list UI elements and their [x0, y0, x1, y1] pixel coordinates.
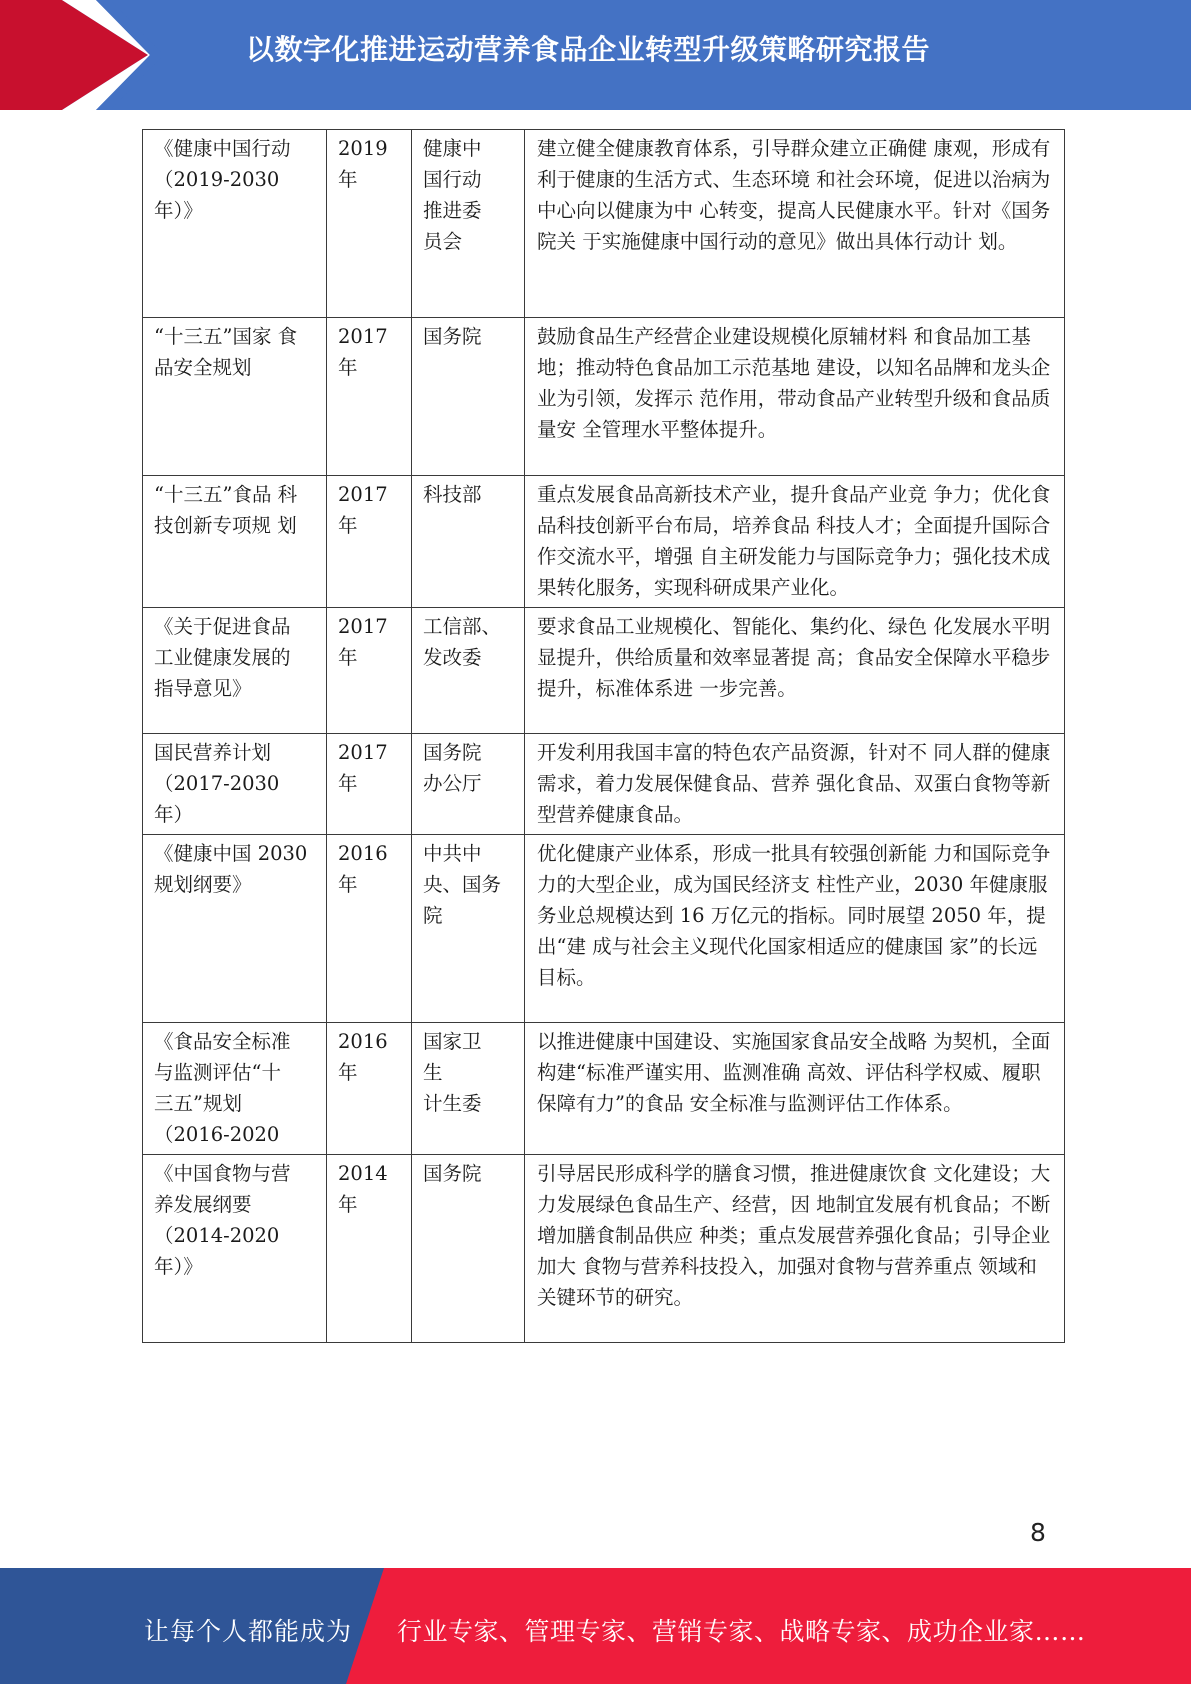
policy-year-cell: 2016 年 [327, 1023, 412, 1155]
policy-year-cell: 2017 年 [327, 734, 412, 835]
policy-issuer-cell: 中共中 央、国务 院 [412, 835, 525, 1023]
policy-description-cell: 鼓励食品生产经营企业建设规模化原辅材料 和食品加工基地；推动特色食品加工示范基地 建设，以知名品牌和龙头企业为引领，发挥示 范作用，带动食品产业转型升级和食品质量安 全管理水平整体提升。 [525, 318, 1065, 476]
policy-name-cell: 国民营养计划 （2017-2030 年） [143, 734, 327, 835]
policy-table [142, 129, 1065, 1343]
footer-slogan-left: 让每个人都能成为 [144, 1617, 353, 1646]
table-row [143, 1023, 1065, 1155]
policy-name-cell: 《关于促进食品 工业健康发展的 指导意见》 [143, 608, 327, 734]
policy-issuer-cell: 国务院 [412, 318, 525, 476]
table-row [143, 1155, 1065, 1343]
policy-name-cell: 《食品安全标准 与监测评估“十 三五”规划 （2016-2020 [143, 1023, 327, 1155]
header-band [0, 0, 1191, 110]
table-row [143, 608, 1065, 734]
policy-year-cell: 2017 年 [327, 318, 412, 476]
policy-issuer-cell: 工信部、 发改委 [412, 608, 525, 734]
table-row [143, 476, 1065, 608]
policy-issuer-cell: 国务院 [412, 1155, 525, 1343]
report-title: 以数字化推进运动营养食品企业转型升级策略研究报告 [246, 33, 931, 66]
policy-year-cell: 2019 年 [327, 130, 412, 318]
policy-description-cell: 要求食品工业规模化、智能化、集约化、绿色 化发展水平明显提升，供给质量和效率显著提 高；食品安全保障水平稳步提升，标准体系进 一步完善。 [525, 608, 1065, 734]
policy-description-cell: 引导居民形成科学的膳食习惯，推进健康饮食 文化建设；大力发展绿色食品生产、经营，因 地制宜发展有机食品；不断增加膳食制品供应 种类；重点发展营养强化食品；引导企业加大 食物与营养科技投入，加强对食物与营养重点 领域和关键环节的研究。 [525, 1155, 1065, 1343]
policy-description-cell: 重点发展食品高新技术产业，提升食品产业竞 争力；优化食品科技创新平台布局，培养食品 科技人才；全面提升国际合作交流水平，增强 自主研发能力与国际竞争力；强化技术成果转化服务，实现科研成果产业化。 [525, 476, 1065, 608]
table-row [143, 318, 1065, 476]
policy-year-cell: 2014 年 [327, 1155, 412, 1343]
policy-issuer-cell: 健康中 国行动 推进委 员会 [412, 130, 525, 318]
policy-name-cell: “十三五”食品 科技创新专项规 划 [143, 476, 327, 608]
policy-name-cell: “十三五”国家 食品安全规划 [143, 318, 327, 476]
table-row [143, 835, 1065, 1023]
policy-name-cell: 《健康中国 2030 规划纲要》 [143, 835, 327, 1023]
table-row [143, 734, 1065, 835]
policy-issuer-cell: 国家卫 生 计生委 [412, 1023, 525, 1155]
policy-issuer-cell: 国务院 办公厅 [412, 734, 525, 835]
policy-description-cell: 建立健全健康教育体系，引导群众建立正确健 康观，形成有利于健康的生活方式、生态环境 和社会环境，促进以治病为中心向以健康为中 心转变，提高人民健康水平。针对《国务院关 于实施健康中国行动的意见》做出具体行动计 划。 [525, 130, 1065, 318]
policy-name-cell: 《中国食物与营 养发展纲要 （2014-2020 年）》 [143, 1155, 327, 1343]
footer-band [0, 1568, 1191, 1684]
page-number: 8 [1030, 1518, 1046, 1547]
policy-name-cell: 《健康中国行动 （2019-2030 年）》 [143, 130, 327, 318]
policy-description-cell: 优化健康产业体系，形成一批具有较强创新能 力和国际竞争力的大型企业，成为国民经济支 柱性产业，2030 年健康服务业总规模达到 16 万亿元的指标。同时展望 2050 年，提出“建 成与社会主义现代化国家相适应的健康国 家”的长远目标。 [525, 835, 1065, 1023]
policy-issuer-cell: 科技部 [412, 476, 525, 608]
table-row [143, 130, 1065, 318]
policy-year-cell: 2016 年 [327, 835, 412, 1023]
policy-year-cell: 2017 年 [327, 476, 412, 608]
policy-description-cell: 以推进健康中国建设、实施国家食品安全战略 为契机，全面构建“标准严谨实用、监测准确 高效、评估科学权威、履职保障有力”的食品 安全标准与监测评估工作体系。 [525, 1023, 1065, 1155]
footer-slogan-right: 行业专家、管理专家、营销专家、战略专家、成功企业家…… [397, 1617, 1086, 1646]
policy-description-cell: 开发利用我国丰富的特色农产品资源，针对不 同人群的健康需求，着力发展保健食品、营养 强化食品、双蛋白食物等新型营养健康食品。 [525, 734, 1065, 835]
policy-year-cell: 2017 年 [327, 608, 412, 734]
